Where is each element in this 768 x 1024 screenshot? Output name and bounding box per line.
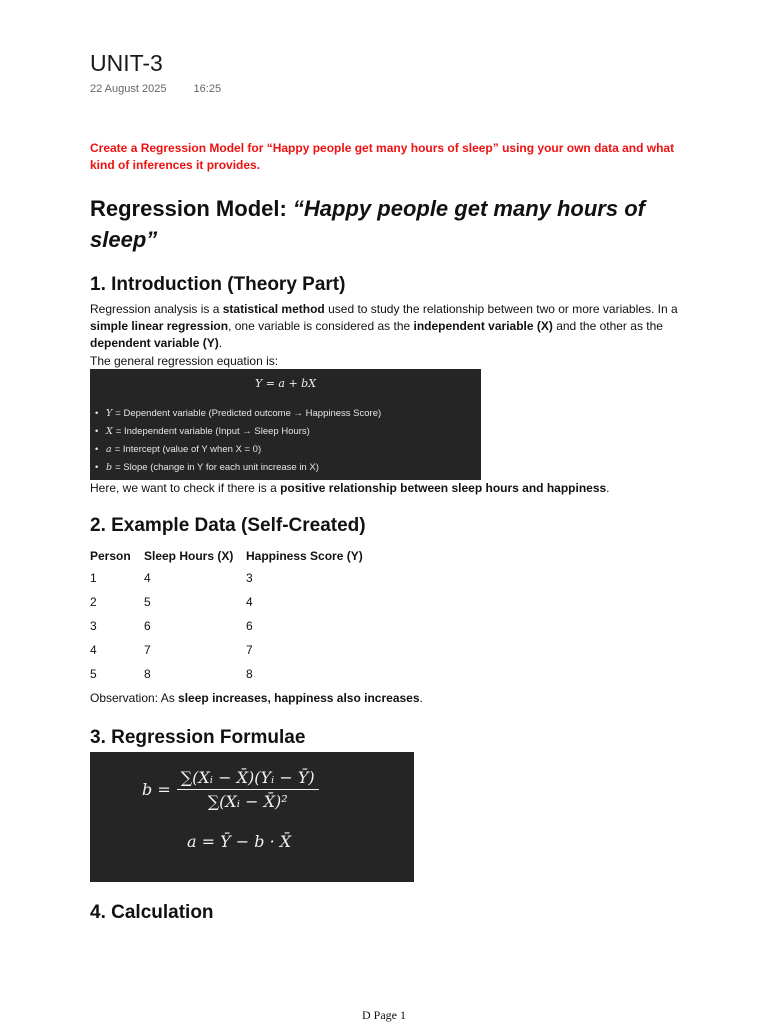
section-2-heading: 2. Example Data (Self-Created)	[90, 515, 366, 536]
text-run: Observation: As	[90, 691, 179, 705]
table-cell: 6	[144, 619, 151, 633]
variable-item	[90, 459, 481, 477]
table-cell: 4	[144, 571, 151, 585]
slope-formula	[142, 768, 319, 811]
table-cell: 2	[90, 595, 97, 609]
table-row	[90, 614, 369, 638]
text-run: Regression analysis is a	[90, 302, 223, 316]
variable-desc: = Intercept (value of Y when X = 0)	[114, 444, 262, 455]
table-cell: 3	[90, 619, 97, 633]
text-run-bold: simple linear regression	[90, 319, 229, 333]
table-row	[90, 662, 369, 686]
text-run: , one variable is considered as the	[228, 319, 414, 333]
example-data-table	[90, 546, 369, 686]
slope-denominator: ∑(Xᵢ − X̄)²	[207, 792, 288, 811]
variable-symbol: X	[106, 426, 113, 437]
formula-box	[90, 752, 414, 882]
variable-symbol: Y	[106, 408, 113, 419]
text-run: Here, we want to check if there is a	[90, 481, 281, 495]
variable-desc: = Slope (change in Y for each unit increase in X)	[115, 462, 319, 473]
page-meta	[90, 83, 221, 95]
page-date: 22 August 2025	[90, 83, 167, 95]
page-time: 16:25	[193, 83, 222, 95]
regression-equation: Y = a + bX	[254, 377, 317, 390]
text-run: .	[218, 336, 223, 350]
section-4-heading: 4. Calculation	[90, 902, 214, 923]
observation-paragraph	[90, 690, 690, 707]
column-header: Sleep Hours (X)	[144, 549, 234, 563]
variable-item	[90, 405, 481, 423]
text-run-bold: independent variable (X)	[413, 319, 553, 333]
equation-intro: The general regression equation is:	[90, 354, 279, 368]
page-title: UNIT-3	[90, 50, 163, 76]
assignment-prompt: Create a Regression Model for “Happy people get many hours of sleep” using your own data and what kind of inferences it provides.	[90, 141, 675, 172]
table-header-row	[90, 546, 369, 566]
table-cell: 1	[90, 571, 97, 585]
table-cell: 4	[246, 595, 253, 609]
slope-lhs: b =	[142, 780, 171, 799]
main-heading-quote: “Happy people get many hours of sleep”	[90, 196, 645, 252]
text-run: .	[419, 691, 423, 705]
slope-numerator: ∑(Xᵢ − X̄)(Yᵢ − Ȳ)	[177, 768, 319, 790]
table-cell: 4	[90, 643, 97, 657]
intercept-formula: a = Ȳ − b · X̄	[187, 832, 292, 851]
main-heading-prefix: Regression Model:	[90, 196, 293, 221]
variable-desc: = Dependent variable (Predicted outcome → Happiness Score)	[115, 408, 382, 419]
table-cell: 7	[144, 643, 151, 657]
intro-paragraph	[90, 301, 690, 352]
text-run-bold: sleep increases, happiness also increases	[178, 691, 420, 705]
hypothesis-paragraph	[90, 480, 690, 497]
text-run: and the other as the	[552, 319, 663, 333]
column-header: Happiness Score (Y)	[246, 549, 363, 563]
table-row	[90, 590, 369, 614]
variable-symbol: b	[106, 462, 113, 473]
table-row	[90, 566, 369, 590]
variable-item	[90, 423, 481, 441]
table-cell: 5	[144, 595, 151, 609]
slope-fraction	[177, 768, 319, 811]
text-run-bold: positive relationship between sleep hours and happiness	[280, 481, 607, 495]
main-heading	[90, 193, 690, 255]
page-footer: D Page 1	[362, 1008, 406, 1022]
table-cell: 8	[144, 667, 151, 681]
section-3-heading: 3. Regression Formulae	[90, 727, 306, 748]
variable-item	[90, 441, 481, 459]
text-run: used to study the relationship between two or more variables. In a	[324, 302, 678, 316]
table-cell: 7	[246, 643, 253, 657]
variable-list	[90, 405, 481, 477]
table-cell: 5	[90, 667, 97, 681]
text-run-bold: statistical method	[222, 302, 325, 316]
variable-desc: = Independent variable (Input → Sleep Hours)	[115, 426, 310, 437]
section-1-heading: 1. Introduction (Theory Part)	[90, 274, 346, 295]
table-cell: 8	[246, 667, 253, 681]
column-header: Person	[90, 549, 131, 563]
table-cell: 3	[246, 571, 253, 585]
text-run-bold: dependent variable (Y)	[90, 336, 219, 350]
variable-symbol: a	[106, 444, 112, 455]
table-row	[90, 638, 369, 662]
table-cell: 6	[246, 619, 253, 633]
regression-equation-box	[90, 369, 481, 480]
text-run: .	[606, 481, 610, 495]
